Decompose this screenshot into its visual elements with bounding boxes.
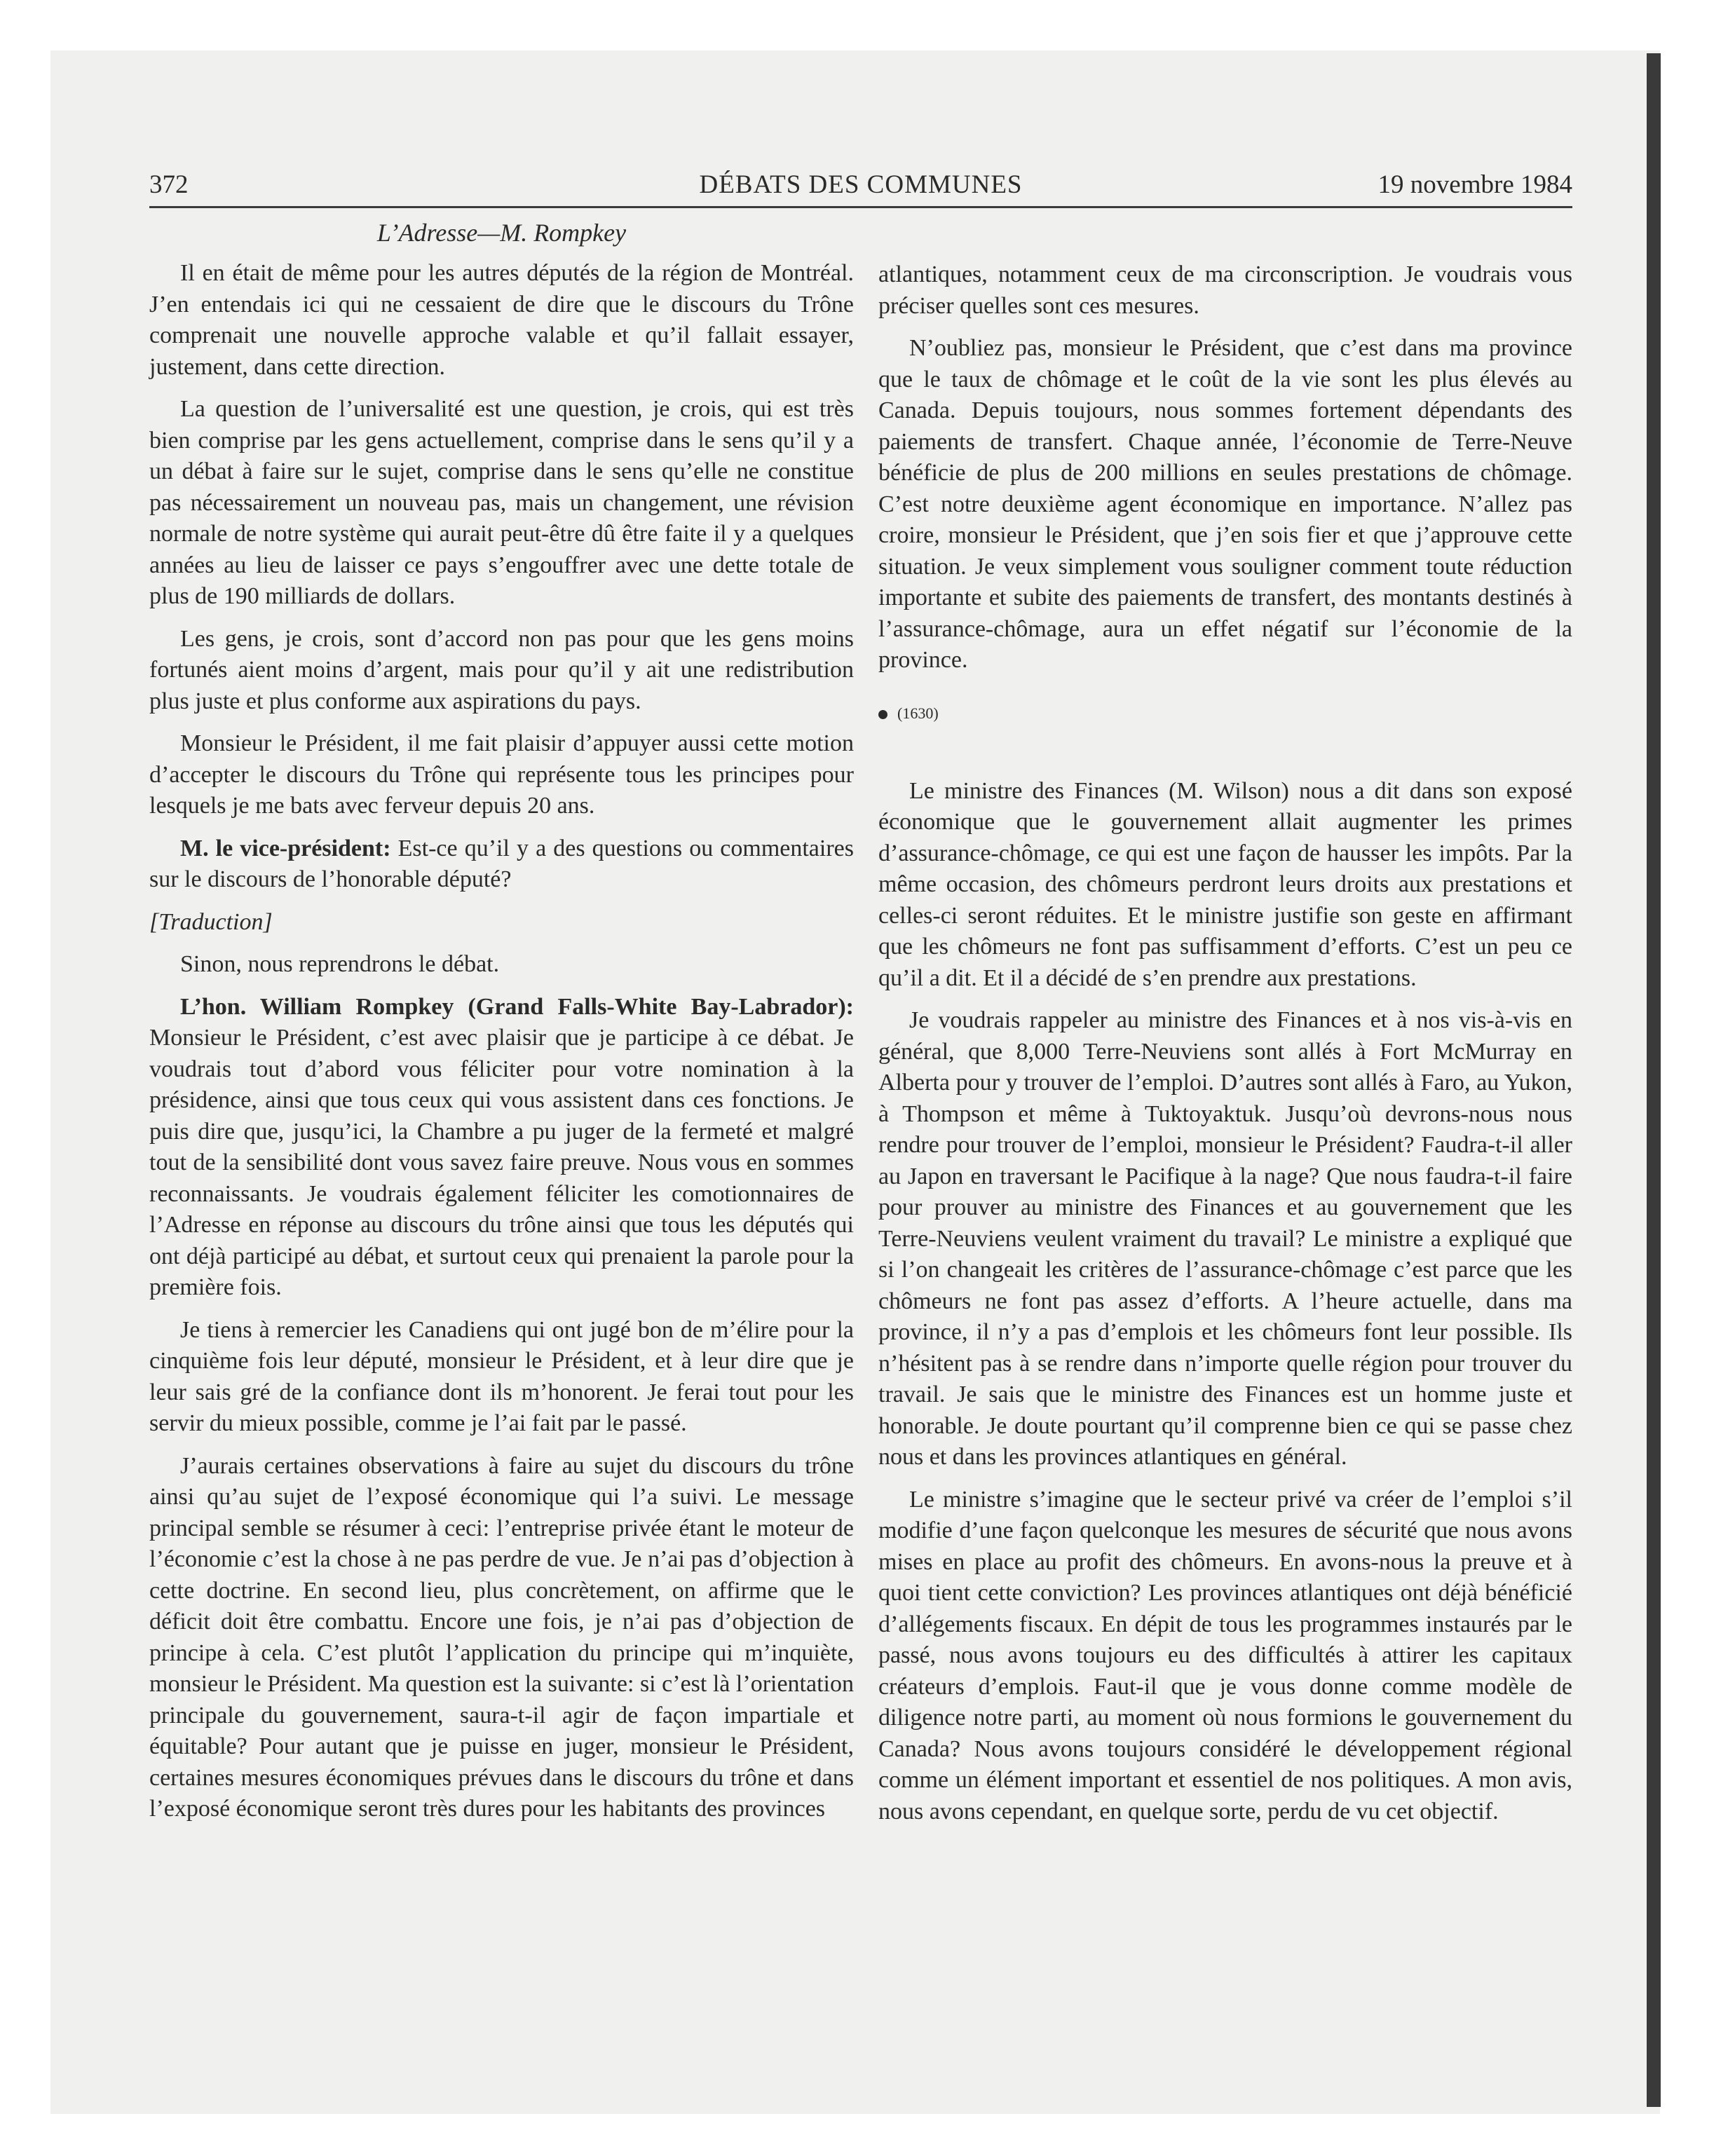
paragraph — [149, 833, 854, 896]
issue-date: 19 novembre 1984 — [1377, 170, 1572, 199]
time-marker-text: (1630) — [897, 704, 939, 722]
paragraph: Le ministre des Finances (M. Wilson) nous a dit dans son exposé économique que le gouvernement allait augmenter les primes d’assurance-chômage, ce qui est une façon de hausser les impôts. Par la même occasion, des chômeurs perdront leurs droits aux prestations et celles-ci seront réduites. Et le ministre justifie son geste en affirmant que les chômeurs ne font pas suffisamment d’efforts. C’est un peu ce qu’il a dit. Et il a décidé de s’en prendre aux prestations. — [878, 777, 1572, 991]
time-marker — [878, 703, 1572, 724]
paragraph: J’aurais certaines observations à faire au sujet du discours du trône ainsi qu’au sujet de l’exposé économique qui l’a suivi. Le message principal semble se résumer à ceci: l’entreprise privée étant le moteur de l’économie c’est la chose à ne pas perdre de vue. Je n’ai pas d’objection à cette doctrine. En second lieu, plus concrètement, on affirme que le déficit doit être combattu. Encore une fois, je n’ai pas d’objection de principe à cela. C’est plutôt l’application du principe qui m’inquiète, monsieur le Président. Ma question est la suivante: si c’est là l’orientation principale du gouvernement, saura-t-il agir de façon impartiale et équitable? Pour autant que je puisse en juger, monsieur le Président, certaines mesures économiques prévues dans le discours du trône et dans l’exposé économique seront très dures pour les habitants des provinces — [149, 1452, 854, 1822]
left-column — [149, 216, 854, 1836]
section-subheader: L’Adresse—M. Rompkey — [376, 219, 627, 247]
speech-text: Monsieur le Président, c’est avec plaisir que je participe à ce débat. Je voudrais tout d’abord vous féliciter pour votre nomination à la présidence, ainsi que tous ceux qui vous assistent dans ces fonctions. Je puis dire que, jusqu’ici, la Chambre a pu juger de la fermeté et malgré tout de la sensibilité dont vous savez faire preuve. Nous vous en sommes reconnaissants. Je voudrais également féliciter les comotionnaires de l’Adresse en réponse au discours du trône ainsi que tous les députés qui ont déjà participé au débat, et surtout ceux qui prenaient la parole pour la première fois. — [149, 1025, 854, 1300]
tag-bracket-close: ] — [263, 908, 273, 935]
paragraph: Les gens, je crois, sont d’accord non pas pour que les gens moins fortunés aient moins d’argent, mais pour qu’il y ait une redistribution plus juste et plus conforme aux aspirations du pays. — [149, 625, 854, 714]
paragraph — [149, 992, 854, 1304]
paragraph: N’oubliez pas, monsieur le Président, que c’est dans ma province que le taux de chômage et le coût de la vie sont les plus élevés au Canada. Depuis toujours, nous sommes fortement dépendants des paiements de transfert. Chaque année, l’économie de Terre-Neuve bénéficie de plus de 200 millions en seules prestations de chômage. C’est notre deuxième agent économique en importance. N’allez pas croire, monsieur le Président, que j’en sois fier et que j’approuve cette situation. Je veux simplement vous souligner comment toute réduction importante et subite des paiements de transfert, des montants destinés à l’assurance-chômage, aura un effet négatif sur l’économie de la province. — [878, 335, 1572, 673]
page-header — [149, 164, 1572, 208]
paragraph: Monsieur le Président, il me fait plaisir d’appuyer aussi cette motion d’accepter le discours du Trône qui représente tous les principes pour lesquels je me bats avec ferveur depuis 20 ans. — [149, 730, 854, 819]
paragraph: Sinon, nous reprendrons le débat. — [180, 951, 500, 977]
right-column — [878, 259, 1572, 1838]
page-number: 372 — [149, 170, 189, 199]
scan-edge-bar — [1647, 53, 1661, 2107]
tag-bracket-open: [ — [149, 908, 159, 935]
paragraph-continuation: atlantiques, notamment ceux de ma circonscription. Je voudrais vous préciser quelles sont ces mesures. — [878, 261, 1572, 319]
paragraph: Il en était de même pour les autres députés de la région de Montréal. J’en entendais ici qui ne cessaient de dire que le discours du Trône comprenait une nouvelle approche valable et qu’il fallait essayer, justement, dans cette direction. — [149, 260, 854, 380]
speaker-name: M. le vice-président: — [180, 835, 391, 861]
speech-text: Est-ce qu’il y a des questions ou commentaires sur le discours de l’honorable député? — [149, 835, 854, 892]
paragraph: Je tiens à remercier les Canadiens qui ont jugé bon de m’élire pour la cinquième fois leur député, monsieur le Président, et à leur dire que je leur sais gré de la confiance dont ils m’honorent. Je ferai tout pour les servir du mieux possible, comme je l’ai fait par le passé. — [149, 1316, 854, 1436]
speaker-name: L’hon. William Rompkey (Grand Falls-White Bay-Labrador): — [180, 993, 854, 1020]
paragraph: La question de l’universalité est une question, je crois, qui est très bien comprise par les gens actuellement, comprise dans le sens qu’il y a un débat à faire sur le sujet, comprise dans le sens qu’elle ne constitue pas nécessairement un nouveau pas, mais un changement, une révision normale de notre système qui aurait peut-être dû être faite il y a quelques années au lieu de laisser ce pays s’engouffrer avec une dette totale de plus de 190 milliards de dollars. — [149, 396, 854, 609]
tag-text: Traduction — [158, 908, 264, 935]
publication-title: DÉBATS DES COMMUNES — [699, 170, 1023, 199]
translation-tag — [149, 907, 854, 939]
bullet-icon — [878, 710, 887, 719]
paragraph: Le ministre s’imagine que le secteur privé va créer de l’emploi s’il modifie d’une façon quelconque les mesures de sécurité que nous avons mises en place au profit des chômeurs. En avons-nous la preuve et à quoi tient cette conviction? Les provinces atlantiques ont déjà bénéficié d’allégements fiscaux. En dépit de tous les programmes instaurés par le passé, nous avons toujours eu des difficultés à attirer les capitaux créateurs d’emplois. Faut-il que je vous donne comme modèle de diligence notre parti, au moment où nous formions le gouvernement du Canada? Nous avons toujours considéré le développement régional comme un élément important et essentiel de nos politiques. A mon avis, nous avons cependant, en quelque sorte, perdu de vu cet objectif. — [878, 1486, 1572, 1824]
paragraph: Je voudrais rappeler au ministre des Finances et à nos vis-à-vis en général, que 8,000 Terre-Neuviens sont allés à Fort McMurray en Alberta pour y trouver de l’emploi. D’autres sont allés à Faro, au Yukon, à Thompson et même à Tuktoyaktuk. Jusqu’où devrons-nous nous rendre pour trouver de l’emploi, monsieur le Président? Faudra-t-il aller au Japon en traversant le Pacifique à la nage? Que nous faudra-t-il faire pour prouver au ministre des Finances et au gouvernement que les Terre-Neuviens veulent vraiment du travail? Le ministre a expliqué que si l’on changeait les critères de l’assurance-chômage c’est parce que les chômeurs ne font pas assez d’efforts. A l’heure actuelle, dans ma province, il n’y a pas d’emplois et les chômeurs font leur possible. Ils n’hésitent pas à se rendre dans n’importe quelle région pour trouver du travail. Je sais que le ministre des Finances est un homme juste et honorable. Je doute pourtant qu’il comprenne bien ce qui se passe chez nous et dans les provinces atlantiques en général. — [878, 1007, 1572, 1470]
